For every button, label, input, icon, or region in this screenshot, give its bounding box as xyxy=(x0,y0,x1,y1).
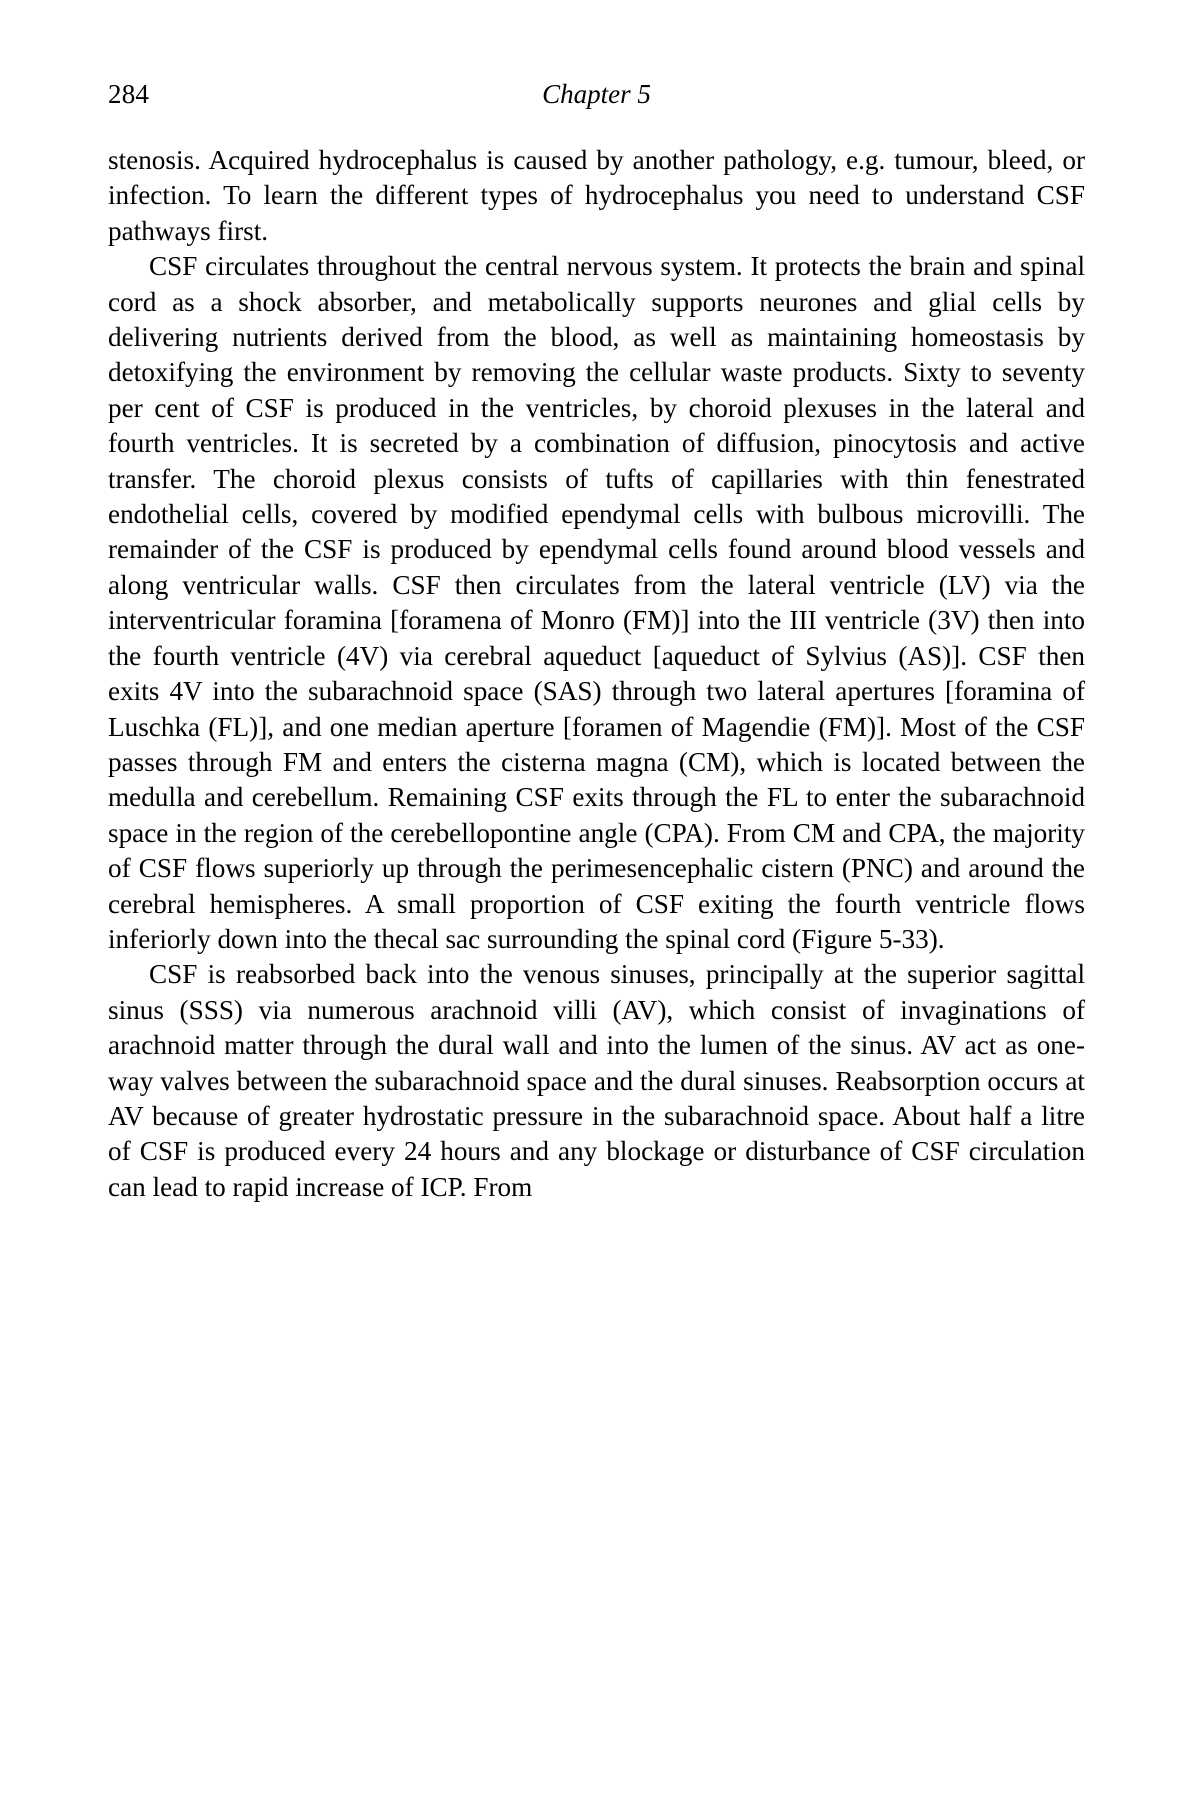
chapter-title: Chapter 5 xyxy=(542,79,651,109)
paragraph-csf-circulation: CSF circulates throughout the central nervous system. It protects the brain and spinal cord as a shock absorber, and metabolically supports neurones and glial cells by delivering nutrients derived from the blood, as well as maintaining homeostasis by detoxifying the environment by removing the cellular waste products. Sixty to seventy per cent of CSF is produced in the ventricles, by choroid plexuses in the lateral and fourth ventricles. It is secreted by a combination of diffusion, pinocytosis and active transfer. The choroid plexus consists of tufts of capillaries with thin fenestrated endothelial cells, covered by modified ependymal cells with bulbous microvilli. The remainder of the CSF is produced by ependymal cells found around blood vessels and along ventricular walls. CSF then circulates from the lateral ventricle (LV) via the interventricular foramina [foramena of Monro (FM)] into the III ventricle (3V) then into the fourth ventricle (4V) via cerebral aqueduct [aqueduct of Sylvius (AS)]. CSF then exits 4V into the subarachnoid space (SAS) through two lateral apertures [foramina of Luschka (FL)], and one median aperture [foramen of Magendie (FM)]. Most of the CSF passes through FM and enters the cisterna magna (CM), which is located between the medulla and cerebellum. Remaining CSF exits through the FL to enter the subarachnoid space in the region of the cerebellopontine angle (CPA). From CM and CPA, the majority of CSF flows superiorly up through the perimesencephalic cistern (PNC) and around the cerebral hemispheres. A small proportion of CSF exiting the fourth ventricle flows inferiorly down into the thecal sac surrounding the spinal cord (Figure 5-33). xyxy=(108,251,1085,954)
body-text-column xyxy=(108,143,1085,1205)
paragraph-csf-reabsorption: CSF is reabsorbed back into the venous sinuses, principally at the superior sagittal sinus (SSS) via numerous arachnoid villi (AV), which consist of invaginations of arachnoid matter through the dural wall and into the lumen of the sinus. AV act as one-way valves between the subarachnoid space and the dural sinuses. Reabsorption occurs at AV because of greater hydrostatic pressure in the subarachnoid space. About half a litre of CSF is produced every 24 hours and any blockage or disturbance of CSF circulation can lead to rapid increase of ICP. From xyxy=(108,959,1085,1202)
page-number: 284 xyxy=(108,79,150,109)
paragraph-hydrocephalus-types: stenosis. Acquired hydrocephalus is caused by another pathology, e.g. tumour, bleed, or infection. To learn the different types of hydrocephalus you need to understand CSF pathways first. xyxy=(108,145,1085,246)
running-head xyxy=(108,76,1085,116)
